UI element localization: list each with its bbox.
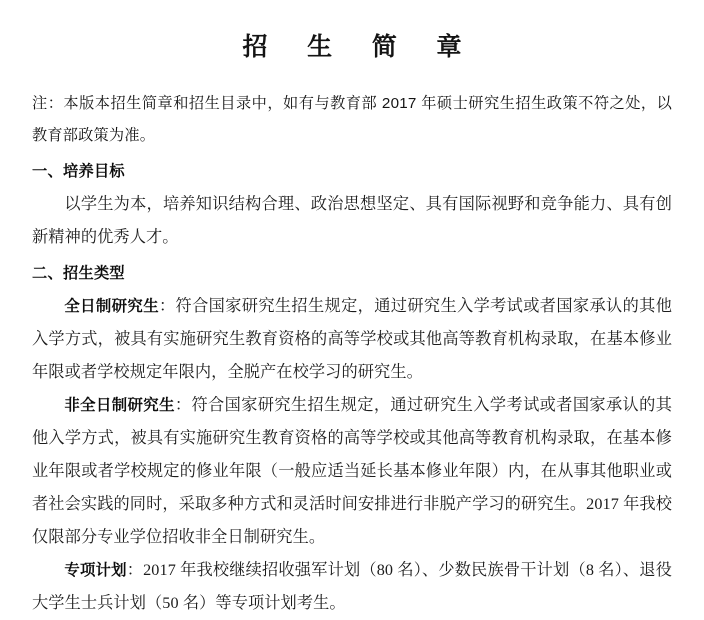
paragraph-part-time	[32, 389, 672, 554]
lead-in-special-programs: 专项计划	[64, 561, 127, 579]
lead-in-full-time: 全日制研究生	[64, 297, 159, 315]
page-title: 招 生 简 章	[242, 32, 478, 61]
paragraph-training-objective: 以学生为本，培养知识结构合理、政治思想坚定、具有国际视野和竞争能力、具有创新精神的优秀人才。	[32, 194, 672, 246]
section-heading-admission-types: 二、招生类型	[32, 264, 125, 282]
paragraph-full-time	[32, 290, 672, 389]
paragraph-special-programs-text: ：2017 年我校继续招收强军计划（80 名）、少数民族骨干计划（8 名）、退役大学生士兵计划（50 名）等专项计划考生。	[32, 560, 672, 612]
lead-in-part-time: 非全日制研究生	[64, 396, 175, 414]
paragraph-full-time-text: ：符合国家研究生招生规定，通过研究生入学考试或者国家承认的其他入学方式，被具有实施研究生教育资格的高等学校或其他高等教育机构录取，在基本修业年限或者学校规定年限内，全脱产在校学习的研究生。	[32, 296, 672, 381]
document-note: 注：本版本招生简章和招生目录中，如有与教育部 2017 年硕士研究生招生政策不符之处，以教育部政策为准。	[32, 94, 672, 144]
paragraph-part-time-text: ：符合国家研究生招生规定，通过研究生入学考试或者国家承认的其他入学方式，被具有实施研究生教育资格的高等学校或其他高等教育机构录取，在基本修业年限或者学校规定的修业年限（一般应适当延长基本修业年限）内，在从事其他职业或者社会实践的同时，采取多种方式和灵活时间安排进行非脱产学习的研究生。2017 年我校仅限部分专业学位招收非全日制研究生。	[32, 395, 673, 546]
paragraph-special-programs	[32, 554, 672, 620]
section-heading-training-objective: 一、培养目标	[32, 162, 125, 180]
